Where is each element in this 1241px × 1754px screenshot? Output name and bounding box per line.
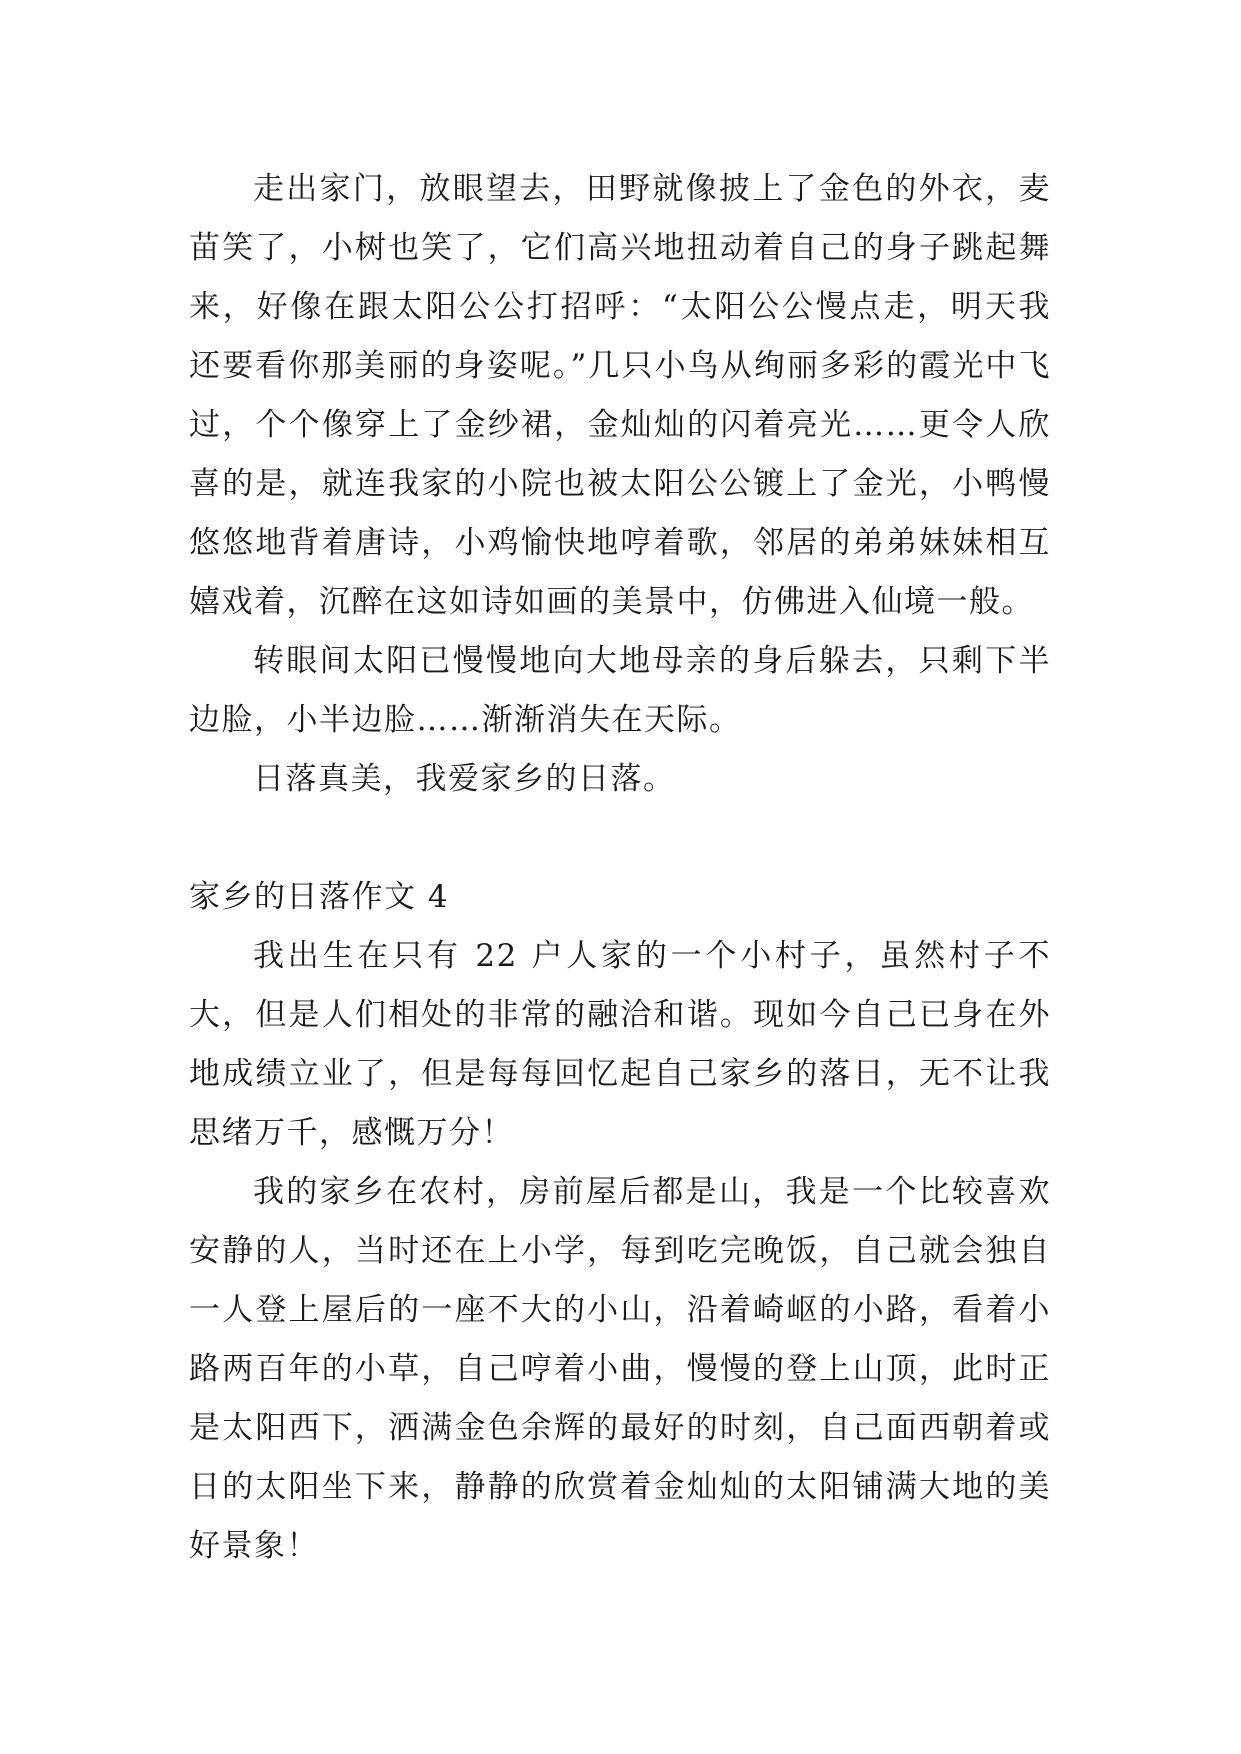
section-title: 家乡的日落作文 4	[189, 879, 450, 915]
document-body	[189, 160, 1051, 1576]
paragraph-small-village: 我出生在只有 22 户人家的一个小村子，虽然村子不大，但是人们相处的非常的融洽和谐。现如今自己已身在外地成绩立业了，但是每每回忆起自己家乡的落日，无不让我思绪万千，感慨万分！	[189, 938, 1051, 1151]
paragraph-sun-disappears: 转眼间太阳已慢慢地向大地母亲的身后躲去，只剩下半边脸，小半边脸……渐渐消失在天际。	[189, 643, 1051, 738]
paragraph-sunset-beautiful: 日落真美，我爱家乡的日落。	[253, 761, 676, 797]
paragraph-village-glow: 走出家门，放眼望去，田野就像披上了金色的外衣，麦苗笑了，小树也笑了，它们高兴地扭动着自己的身子跳起舞来，好像在跟太阳公公打招呼：“太阳公公慢点走，明天我还要看你那美丽的身姿呢。”几只小鸟从绚丽多彩的霞光中飞过，个个像穿上了金纱裙，金灿灿的闪着亮光……更令人欣喜的是，就连我家的小院也被太阳公公镀上了金光，小鸭慢悠悠地背着唐诗，小鸡愉快地哼着歌，邻居的弟弟妹妹相互嬉戏着，沉醉在这如诗如画的美景中，仿佛进入仙境一般。	[189, 171, 1051, 620]
section-gap	[189, 809, 1051, 868]
paragraph-hometown-hills: 我的家乡在农村，房前屋后都是山，我是一个比较喜欢安静的人，当时还在上小学，每到吃完晚饭，自己就会独自一人登上屋后的一座不大的小山，沿着崎岖的小路，看着小路两百年的小草，自己哼着小曲，慢慢的登上山顶，此时正是太阳西下，洒满金色余辉的最好的时刻，自己面西朝着或日的太阳坐下来，静静的欣赏着金灿灿的太阳铺满大地的美好景象！	[189, 1174, 1051, 1564]
